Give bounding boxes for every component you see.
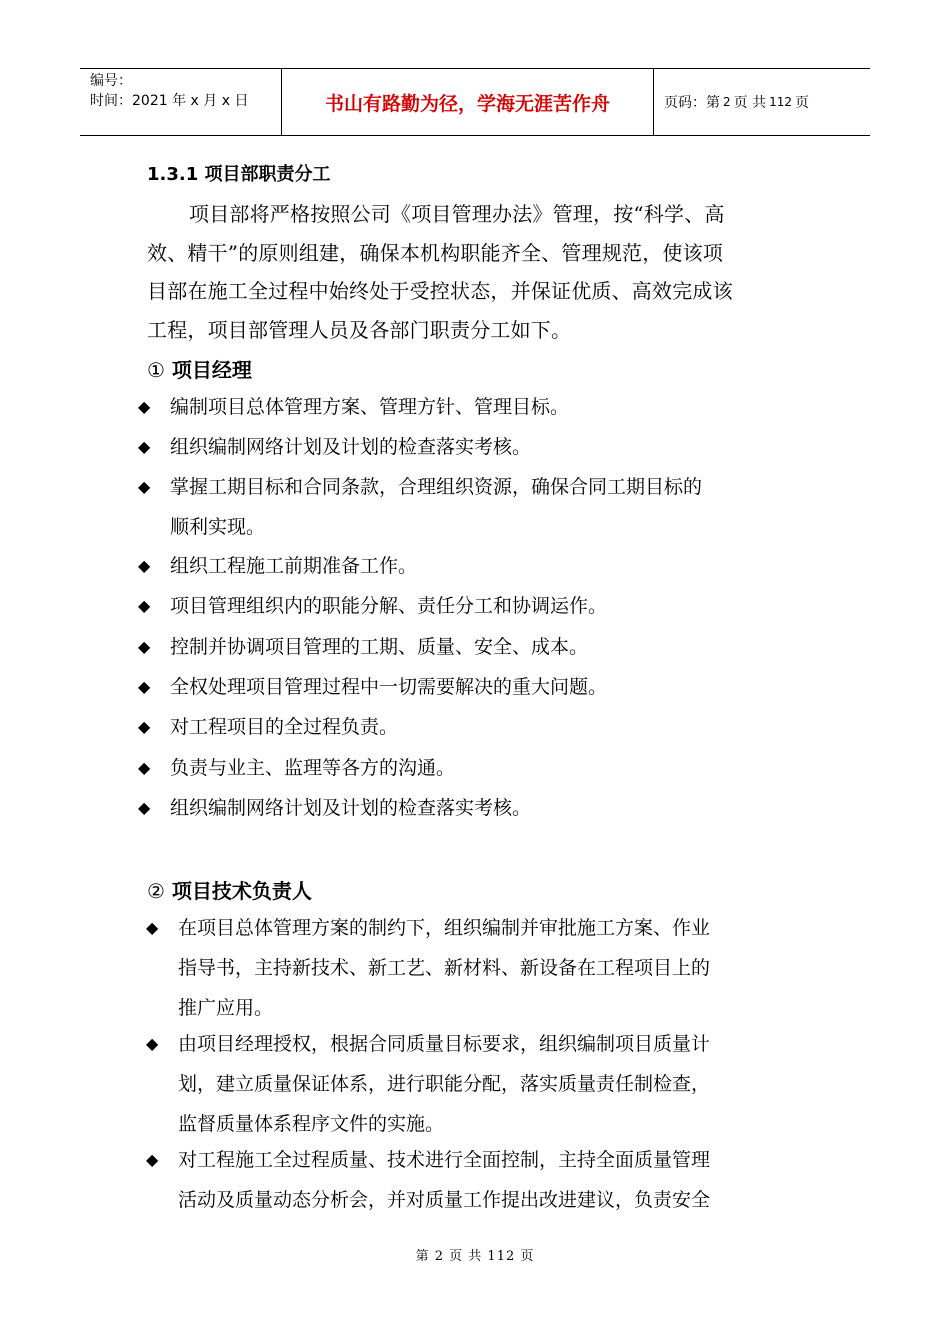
diamond-bullet-icon: ◆ xyxy=(138,596,151,615)
list-item-text: 对工程施工全过程质量、技术进行全面控制，主持全面质量管理 xyxy=(178,1149,711,1171)
list-item-text: 项目管理组织内的职能分解、责任分工和协调运作。 xyxy=(170,595,608,617)
list-item xyxy=(146,1140,808,1220)
role-title: 项目经理 xyxy=(171,358,252,382)
list-item-text: 控制并协调项目管理的工期、质量、安全、成本。 xyxy=(170,636,589,658)
diamond-bullet-icon: ◆ xyxy=(146,918,159,937)
list-item-text: 顺利实现。 xyxy=(170,516,266,538)
role-title: 项目技术负责人 xyxy=(171,879,312,903)
diamond-bullet-icon: ◆ xyxy=(138,437,151,456)
diamond-bullet-icon: ◆ xyxy=(138,758,151,777)
page-footer: 第 2 页 共 112 页 xyxy=(415,1249,535,1264)
list-item-text: 对工程项目的全过程负责。 xyxy=(170,716,399,738)
list-item-text: 活动及质量动态分析会，并对质量工作提出改进建议，负责安全 xyxy=(178,1189,711,1211)
diamond-bullet-icon: ◆ xyxy=(138,677,151,696)
role-number: ① xyxy=(147,358,165,382)
page-prefix: 页码：第 xyxy=(664,95,720,111)
list-item-text: 在项目总体管理方案的制约下，组织编制并审批施工方案、作业 xyxy=(178,917,711,939)
list-item-text: 推广应用。 xyxy=(178,997,274,1019)
intro-line: 效、精干”的原则组建，确保本机构职能齐全、管理规范，使该项 xyxy=(147,240,724,265)
number-label: 编号： xyxy=(90,73,132,89)
page-suffix: 页 xyxy=(795,95,809,111)
list-item-text: 监督质量体系程序文件的实施。 xyxy=(178,1113,445,1135)
diamond-bullet-icon: ◆ xyxy=(138,556,151,575)
list-item-text: 编制项目总体管理方案、管理方针、管理目标。 xyxy=(170,396,570,418)
list-item-text: 组织编制网络计划及计划的检查落实考核。 xyxy=(170,436,532,458)
diamond-bullet-icon: ◆ xyxy=(138,798,151,817)
role-heading xyxy=(147,354,252,383)
section-title: 1.3.1 项目部职责分工 xyxy=(147,164,331,185)
list-item-text: 负责与业主、监理等各方的沟通。 xyxy=(170,757,456,779)
list-item xyxy=(146,908,808,1028)
role-heading xyxy=(147,875,312,904)
diamond-bullet-icon: ◆ xyxy=(138,477,151,496)
role-number: ② xyxy=(147,879,165,903)
diamond-bullet-icon: ◆ xyxy=(138,397,151,416)
page-header xyxy=(80,68,870,136)
list-item xyxy=(138,467,808,547)
diamond-bullet-icon: ◆ xyxy=(146,1150,159,1169)
intro-line: 工程，项目部管理人员及各部门职责分工如下。 xyxy=(147,317,572,342)
header-page-info xyxy=(654,69,870,135)
list-item-text: 组织工程施工前期准备工作。 xyxy=(170,555,418,577)
page-number: 2 xyxy=(723,95,731,109)
list-item-text: 划，建立质量保证体系，进行职能分配，落实质量责任制检查， xyxy=(178,1073,711,1095)
list-item-text: 由项目经理授权，根据合同质量目标要求，组织编制项目质量计 xyxy=(178,1033,711,1055)
list-item-text: 掌握工期目标和合同条款，合理组织资源，确保合同工期目标的 xyxy=(170,476,703,498)
page-mid: 页 共 xyxy=(733,95,767,111)
list-item xyxy=(146,1024,808,1144)
diamond-bullet-icon: ◆ xyxy=(138,637,151,656)
header-left-cell xyxy=(80,69,282,135)
intro-line: 项目部将严格按照公司《项目管理办法》管理，按“科学、高 xyxy=(189,202,725,226)
diamond-bullet-icon: ◆ xyxy=(138,717,151,736)
list-item-text: 全权处理项目管理过程中一切需要解决的重大问题。 xyxy=(170,676,608,698)
intro-line: 目部在施工全过程中始终处于受控状态，并保证优质、高效完成该 xyxy=(147,279,733,303)
time-label: 时间：2021 年 x 月 x 日 xyxy=(90,93,249,109)
intro-paragraph xyxy=(147,195,807,349)
list-item-text: 组织编制网络计划及计划的检查落实考核。 xyxy=(170,797,532,819)
page-total: 112 xyxy=(769,95,792,109)
header-motto: 书山有路勤为径，学海无涯苦作舟 xyxy=(282,69,654,135)
list-item-text: 指导书，主持新技术、新工艺、新材料、新设备在工程项目上的 xyxy=(178,957,711,979)
diamond-bullet-icon: ◆ xyxy=(146,1034,159,1053)
